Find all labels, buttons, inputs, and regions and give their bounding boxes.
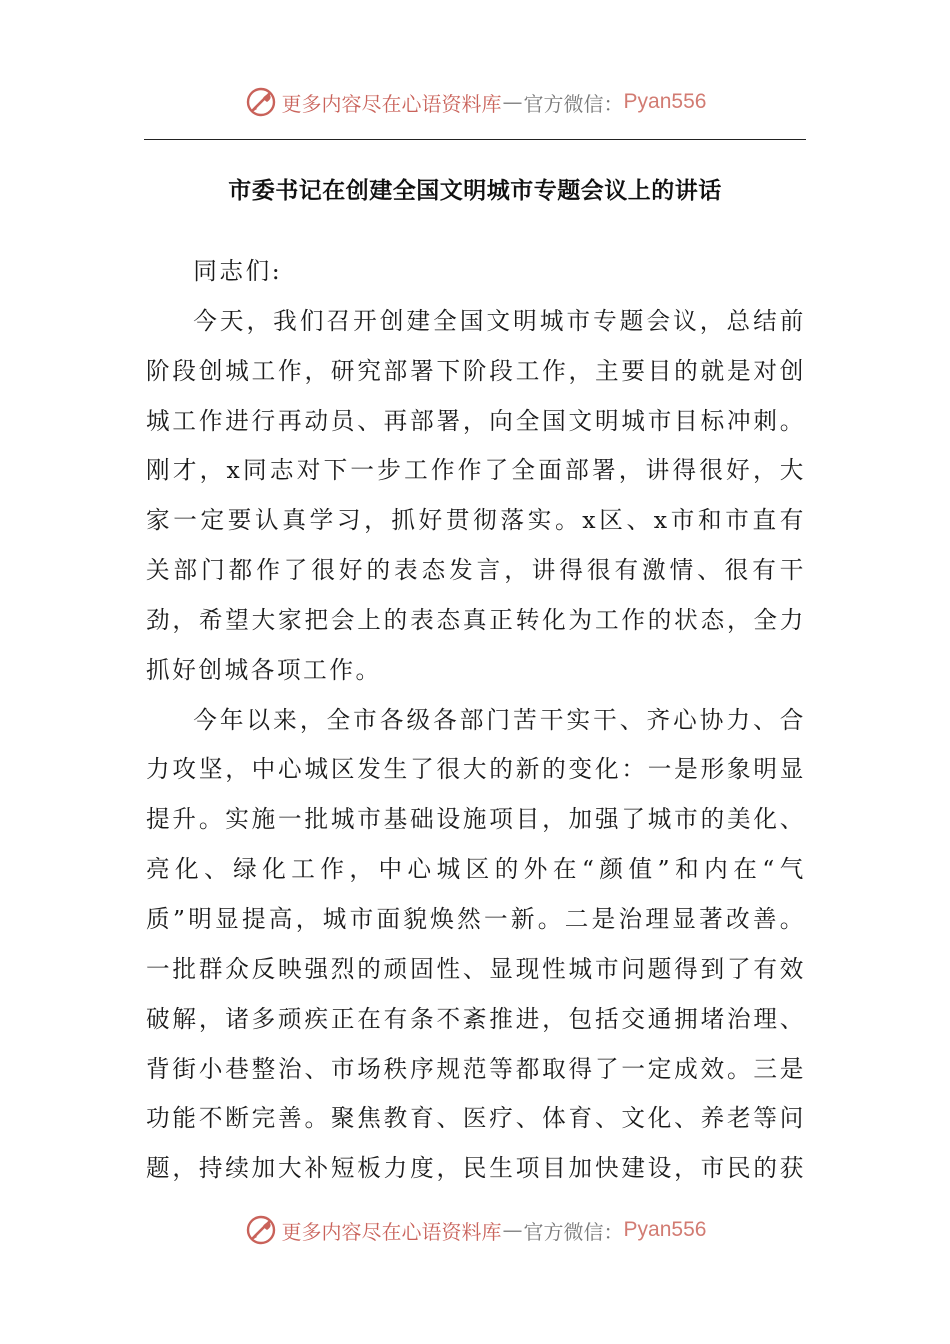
site-name: 更多内容尽在心语资料库 — [281, 1219, 502, 1244]
wechat-label: 官方微信： — [523, 1219, 624, 1244]
quill-logo-icon — [244, 85, 278, 119]
salutation: 同志们: — [193, 257, 283, 285]
header-watermark — [0, 82, 950, 122]
site-name: 更多内容尽在心语资料库 — [281, 91, 502, 116]
header-divider — [144, 139, 806, 140]
paragraph-2: 今年以来，全市各级各部门苦干实干、齐心协力、合力攻坚，中心城区发生了很大的新的变化：一是形象明显提升。实施一批城市基础设施项目，加强了城市的美化、亮化、绿化工作，中心城区的外在“颜值”和内在“气质”明显提高，城市面貌焕然一新。二是治理显著改善。一批群众反映强烈的顽固性、显现性城市问题得到了有效破解，诸多顽疾正在有条不紊推进，包括交通拥堵治理、背街小巷整治、市场秩序规范等都取得了一定成效。三是功能不断完善。聚焦教育、医疗、体育、文化、养老等问题，持续加大补短板力度，民生项目加快建设，市民的获 — [146, 705, 806, 1183]
document-title: 市委书记在创建全国文明城市专题会议上的讲话 — [228, 177, 722, 204]
quill-logo-icon — [244, 1213, 278, 1247]
wechat-label: 官方微信： — [523, 91, 624, 116]
document-body — [146, 247, 806, 1194]
wechat-id: Pyan556 — [623, 90, 707, 113]
separator-dash: — — [502, 90, 523, 114]
footer-watermark — [0, 1210, 950, 1250]
paragraph-1: 今天，我们召开创建全国文明城市专题会议，总结前阶段创城工作，研究部署下阶段工作，主要目的就是对创城工作进行再动员、再部署，向全国文明城市目标冲刺。刚才，x同志对下一步工作作了全面部署，讲得很好，大家一定要认真学习，抓好贯彻落实。x区、x市和市直有关部门都作了很好的表态发言，讲得很有激情、很有干劲，希望大家把会上的表态真正转化为工作的状态，全力抓好创城各项工作。 — [146, 306, 806, 684]
wechat-id: Pyan556 — [623, 1218, 707, 1241]
separator-dash: — — [502, 1218, 523, 1242]
